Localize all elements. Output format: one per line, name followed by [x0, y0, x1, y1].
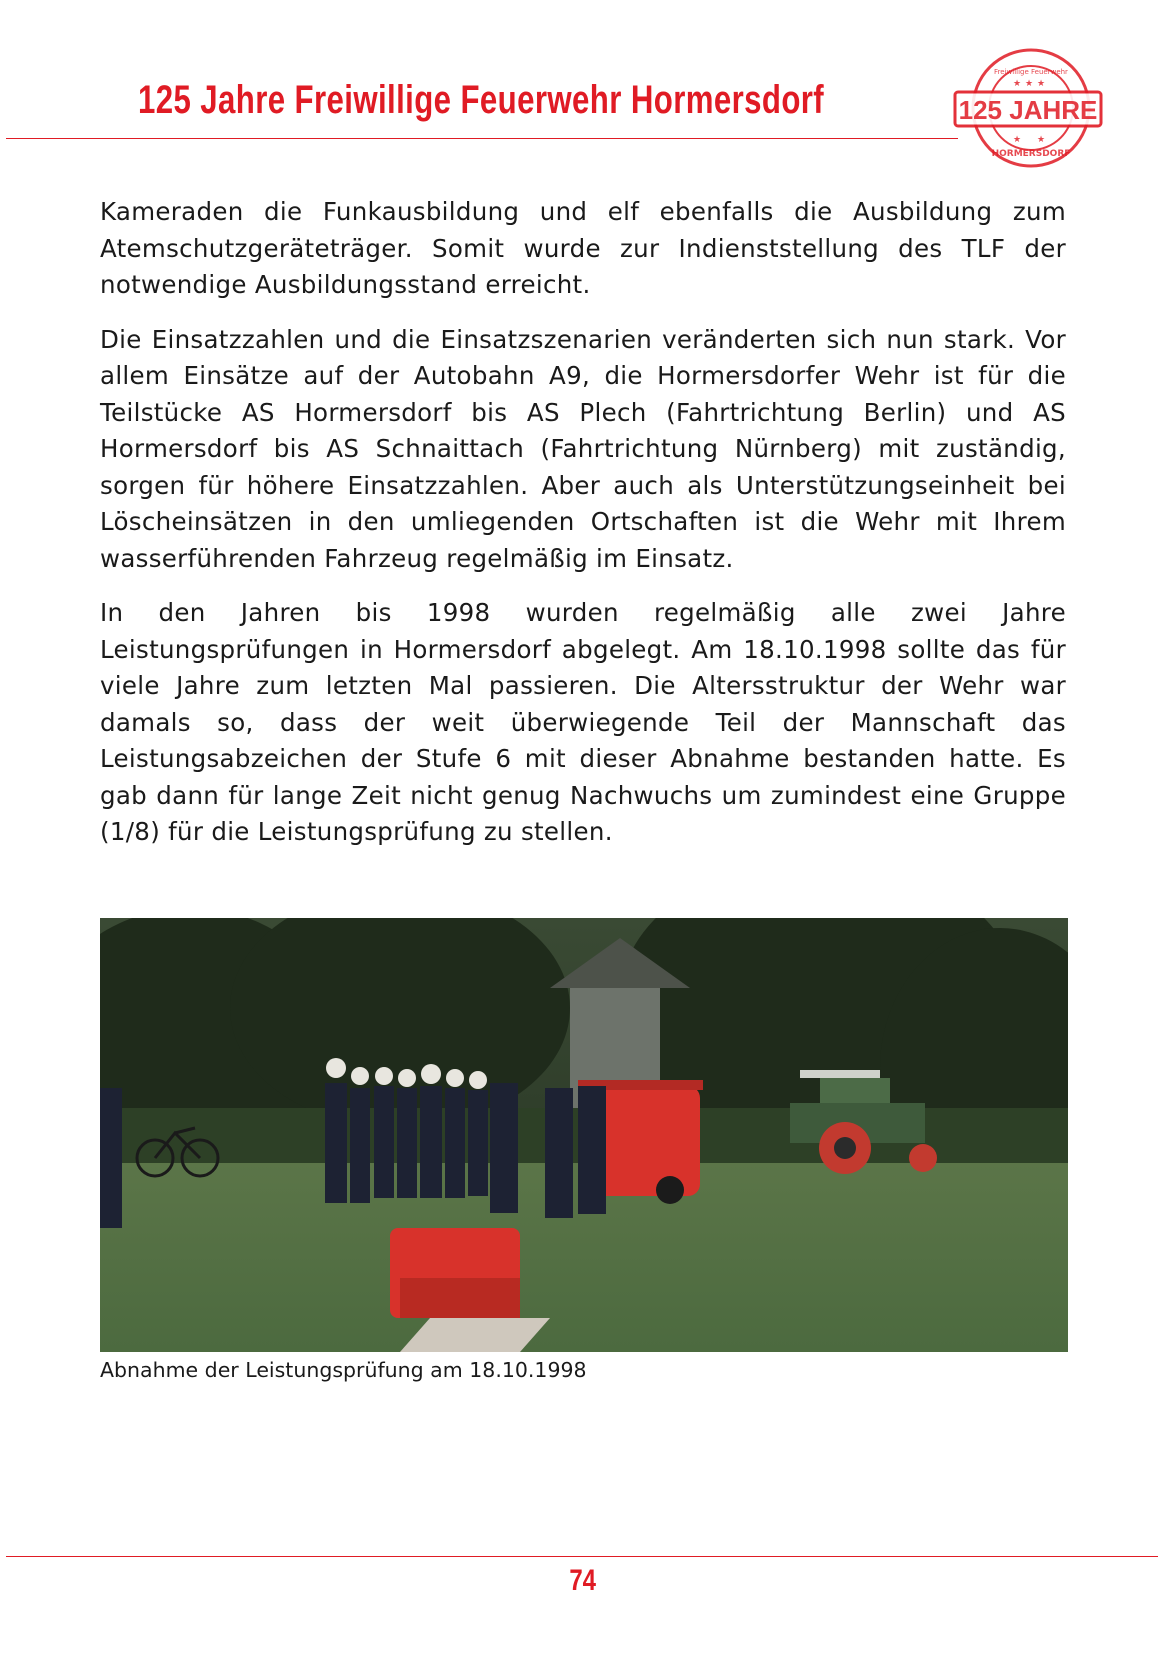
paragraph: In den Jahren bis 1998 wurden regelmäßig alle zwei Jahre Leistungsprüfungen in Hormersdorf abgelegt. Am 18.10.1998 sollte das für viele Jahre zum letzten Mal passieren. Die Altersstruktur der Wehr war damals so, dass der weit überwiegende Teil der Mannschaft das Leistungsabzeichen der Stufe 6 mit dieser Abnahme bestanden hatte. Es gab dann für lange Zeit nicht genug Nachwuchs um zumindest eine Gruppe (1/8) für die Leistungsprüfung zu stellen.	[100, 598, 1066, 846]
body-text	[100, 194, 1066, 869]
svg-text:★: ★	[1013, 135, 1022, 145]
footer-divider	[6, 1556, 1158, 1557]
paragraph: Kameraden die Funkausbildung und elf ebenfalls die Ausbildung zum Atemschutzgeräteträger. Somit wurde zur Indienststellung des TLF der notwendige Ausbildungsstand erreicht.	[100, 197, 1066, 299]
paragraph: Die Einsatzzahlen und die Einsatzszenarien veränderten sich nun stark. Vor allem Einsätze auf der Autobahn A9, die Hormersdorfer Wehr ist für die Teilstücke AS Hormersdorf bis AS Plech (Fahrtrichtung Berlin) und AS Hormersdorf bis AS Schnaittach (Fahrtrichtung Nürnberg) mit zuständig, sorgen für höhere Einsatzzahlen. Aber auch als Unterstützungseinheit bei Löscheinsätzen in den umliegenden Ortschaften ist die Wehr mit Ihrem wasserführenden Fahrzeug regelmäßig im Einsatz.	[100, 324, 1066, 573]
photo-caption: Abnahme der Leistungsprüfung am 18.10.1998	[100, 1358, 587, 1382]
svg-text:★: ★	[1037, 135, 1046, 145]
header-divider	[6, 138, 958, 139]
page-number	[0, 1564, 1166, 1598]
page-header-title: 125 Jahre Freiwillige Feuerwehr Hormersdorf	[138, 78, 825, 122]
svg-text:★: ★	[1037, 79, 1046, 89]
photo-performance-test	[100, 918, 1068, 1352]
svg-text:★: ★	[1013, 79, 1022, 89]
svg-text:★: ★	[1025, 79, 1034, 89]
page-number-label: 74	[569, 1564, 597, 1597]
svg-text:HORMERSDORF: HORMERSDORF	[991, 149, 1071, 159]
svg-text:Freiwillige Feuerwehr: Freiwillige Feuerwehr	[994, 68, 1068, 76]
svg-text:125 JAHRE: 125 JAHRE	[958, 95, 1098, 125]
anniversary-stamp-logo	[953, 42, 1103, 172]
